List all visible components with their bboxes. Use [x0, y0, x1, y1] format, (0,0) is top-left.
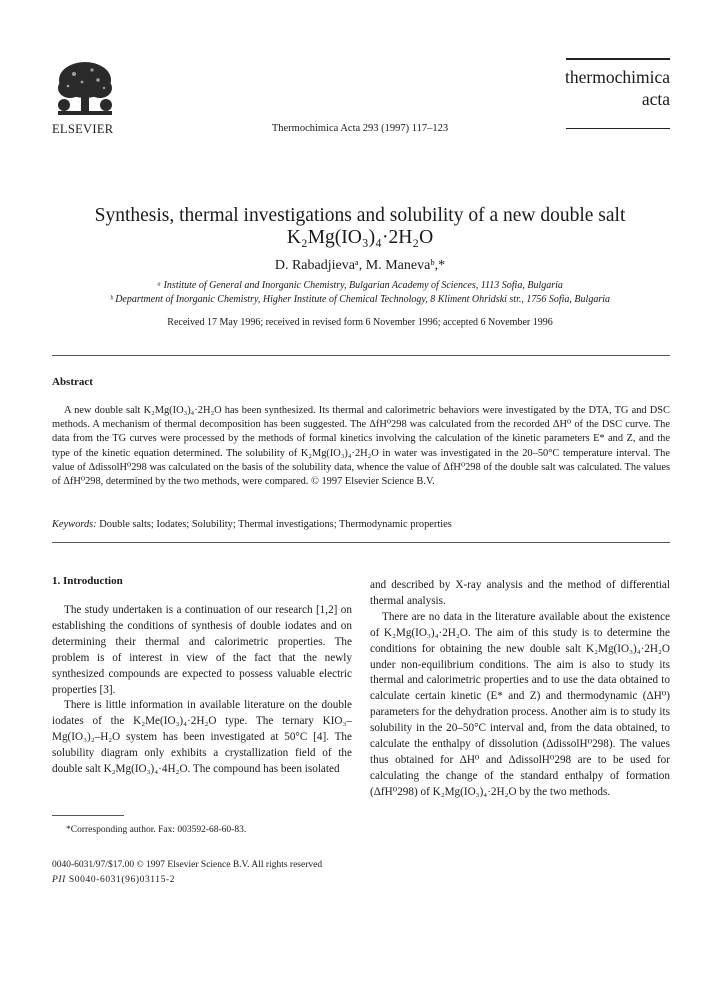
- received-dates: Received 17 May 1996; received in revised form 6 November 1996; accepted 6 November 1996: [167, 317, 553, 328]
- brand-bottom-rule: [566, 128, 670, 129]
- abstract-heading: Abstract: [52, 376, 93, 388]
- journal-citation: Thermochimica Acta 293 (1997) 117–123: [271, 123, 449, 134]
- article-title-formula: K₂Mg(IO₃)₄·2H₂O: [286, 227, 434, 248]
- affiliation-a: ᵃ Institute of General and Inorganic Chemistry, Bulgarian Academy of Sciences, 1113 Sofia, Bulgaria: [157, 280, 563, 291]
- article-title: [40, 205, 680, 249]
- intro-paragraph-2: There is little information in available literature on the double iodates of the K₂Me(IO₃)₄·2H₂O type. The ternary KIO₃–Mg(IO₃)₂–H₂O system has been investigated at 50°C [4]. The solubility diagram only exhibits a crystallization field of the double salt K₂Mg(IO₃)₄·4H₂O. The compound has been isolated: [52, 699, 352, 776]
- pii-line: [52, 875, 175, 885]
- keywords-text: Double salts; Iodates; Solubility; Thermal investigations; Thermodynamic properties: [99, 519, 452, 530]
- affiliation-b: ᵇ Department of Inorganic Chemistry, Higher Institute of Chemical Technology, 8 Kliment Ohridski str., 1756 Sofia, Bulgaria: [110, 294, 610, 305]
- elsevier-tree-logo-icon: [52, 58, 118, 120]
- article-authors: D. Rabadjievaᵃ, M. Manevaᵇ,*: [274, 258, 446, 273]
- abstract-text: A new double salt K₂Mg(IO₃)₄·2H₂O has been synthesized. Its thermal and calorimetric behaviors were investigated by the DTA, TG and DSC methods. A mechanism of thermal decomposition has been suggested. The ΔfH⁰298 was calculated from the recorded ΔH⁰ of the DSC curve. The data from the TG curves were processed by the methods of formal kinetics involving the calculation of the kinetic parameters E* and Z, and the type of the kinetic equation determined. The solubility of K₂Mg(IO₃)₄·2H₂O in water was investigated in the 20–50°C temperature interval. The value of ΔdissolH⁰298 was calculated on the basis of the solubility data, whence the value of ΔfH⁰298 of the double salt was calculated. The values of ΔfH⁰298, determined by the two methods, were compared. © 1997 Elsevier Science B.V.: [52, 405, 670, 488]
- keywords: [52, 519, 670, 530]
- intro-paragraph-2-continued: and described by X-ray analysis and the method of differential thermal analysis.: [370, 579, 670, 607]
- corresponding-author-footnote: *Corresponding author. Fax: 003592-68-60-83.: [66, 825, 247, 835]
- footnote-rule: [52, 815, 124, 816]
- abstract-divider: [52, 542, 670, 543]
- publisher-name: ELSEVIER: [52, 122, 114, 136]
- journal-brand-line1: thermochimica: [565, 67, 670, 87]
- brand-top-rule: [566, 58, 670, 60]
- intro-paragraph-1: The study undertaken is a continuation of our research [1,2] on establishing the conditions of synthesis of double iodates and on determining their thermal and calorimetric properties. The problem is of interest in view of the fact that the newly synthesized compounds are expected to possess valuable electric properties [3].: [52, 604, 352, 696]
- section-heading-introduction: 1. Introduction: [52, 575, 123, 587]
- right-column: [370, 578, 670, 801]
- article-title-line1: Synthesis, thermal investigations and solubility of a new double salt: [94, 205, 626, 226]
- journal-brand-line2: acta: [641, 89, 670, 109]
- copyright-line: 0040-6031/97/$17.00 © 1997 Elsevier Science B.V. All rights reserved: [52, 860, 323, 870]
- pii-code: S0040-6031(96)03115-2: [68, 875, 176, 885]
- intro-paragraph-3: There are no data in the literature available about the existence of K₂Mg(IO₃)₄·2H₂O. The aim of this study is to determine the conditions for obtaining the new double salt K₂Mg(IO₃)₄·2H₂O under non-equilibrium conditions. The aim is also to study its thermal and calorimetric properties and to use the data obtained to calculate certain kinetic (E* and Z) and thermodynamic (ΔH⁰) parameters for the dehydration process. Another aim is to study its solubility in the 20–50°C interval and, from the data obtained, to calculate the enthalpy of dissolution (ΔdissolH⁰298). The values thus obtained for ΔH⁰ and ΔdissolH⁰298 are to be used for calculating the change of the standard enthalpy of formation (ΔfH⁰298) of K₂Mg(IO₃)₄·2H₂O by the two methods.: [370, 610, 670, 798]
- left-column: [52, 603, 352, 778]
- keywords-label: Keywords:: [52, 519, 97, 530]
- pii-label: PII: [52, 875, 66, 885]
- header-divider: [52, 355, 670, 356]
